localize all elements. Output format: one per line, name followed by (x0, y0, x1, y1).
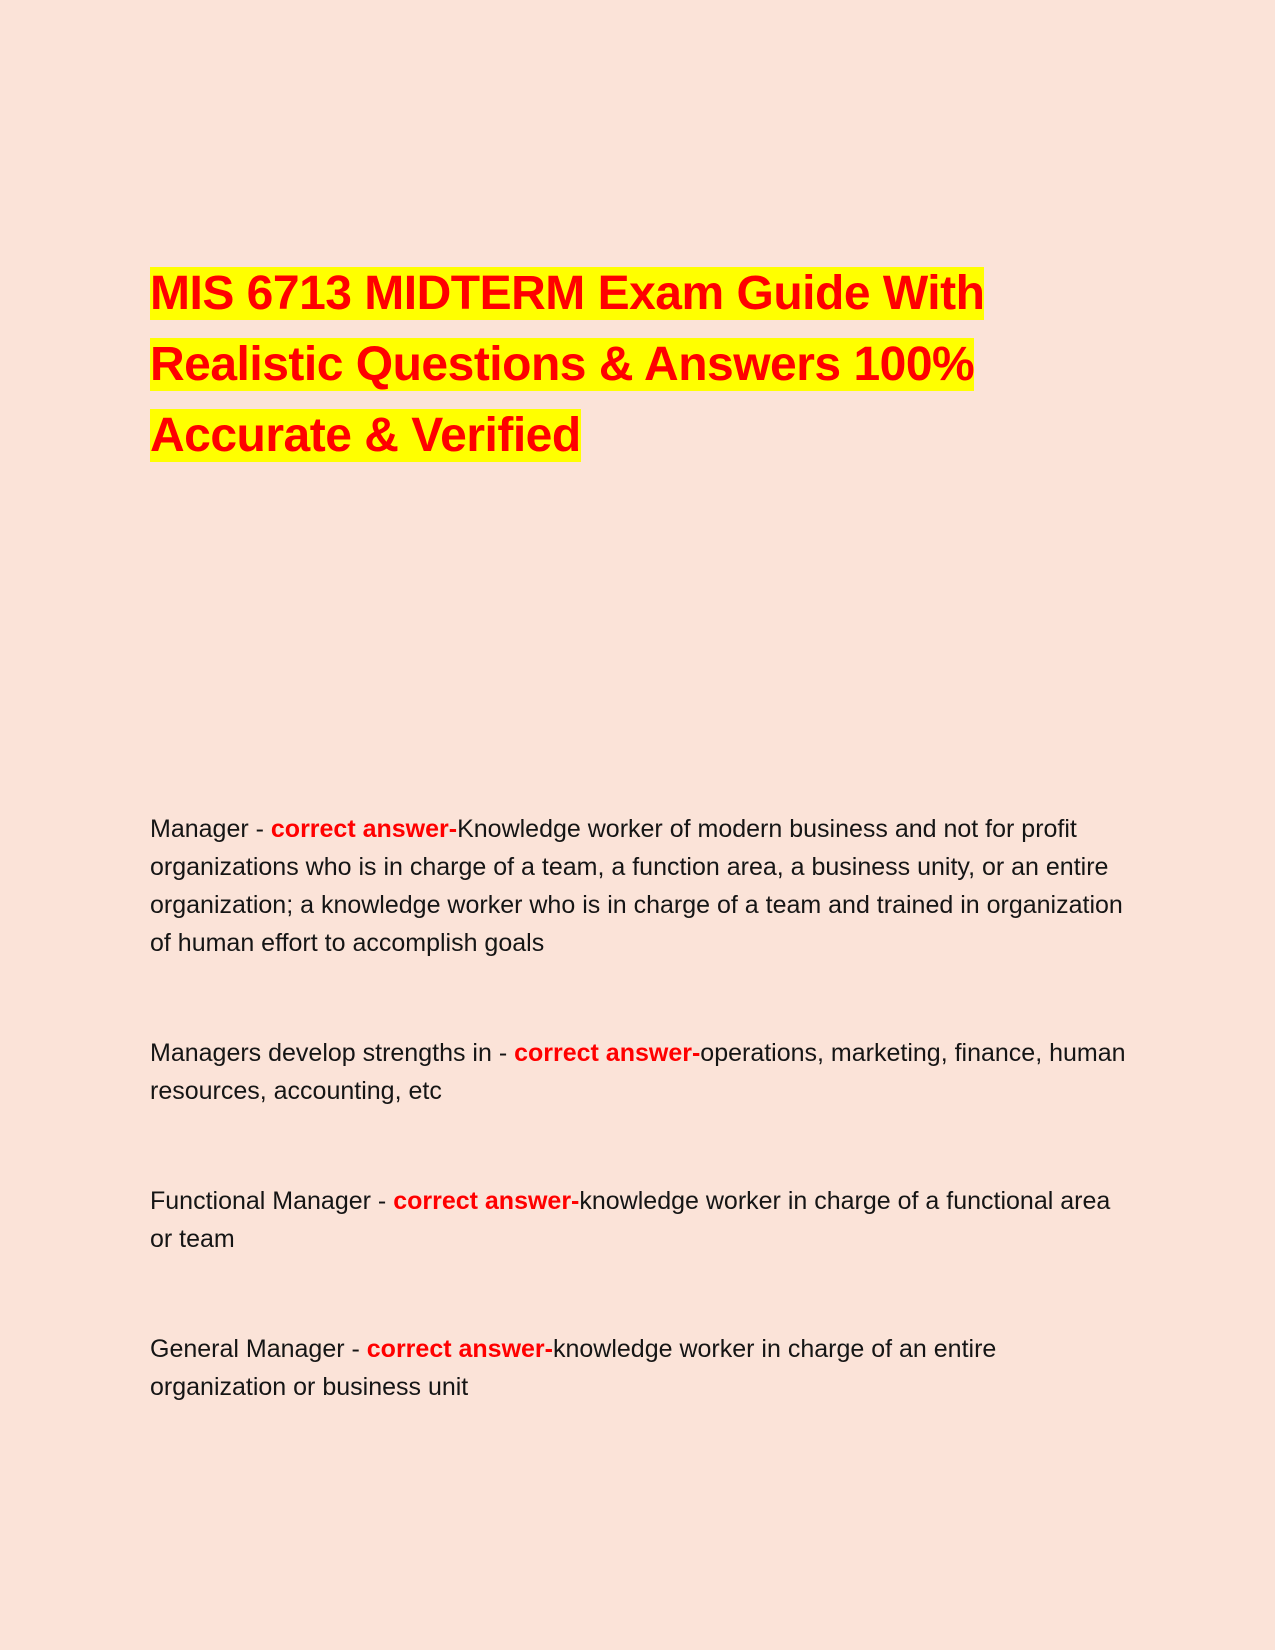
title-line-2: Realistic Questions & Answers 100% (150, 338, 975, 391)
entry-term: General Manager - (150, 1335, 367, 1363)
entry-term: Manager - (150, 815, 271, 843)
entry-definition: Knowledge worker of modern business and not for profit organizations who is in charge of a team, a function area, a business unity, or an entire organization; a knowledge worker who is in charge of a team and trained in organization of human effort to accomplish goals (150, 815, 1123, 957)
entry-term: Managers develop strengths in - (150, 1039, 515, 1067)
qa-entry-general-manager (150, 1330, 1130, 1406)
qa-entries (150, 810, 1130, 1406)
document-title (150, 258, 1050, 471)
title-line-1: MIS 6713 MIDTERM Exam Guide With (150, 267, 985, 320)
qa-entry-manager (150, 810, 1130, 962)
answer-marker: correct answer- (514, 1039, 701, 1067)
answer-marker: correct answer- (393, 1187, 580, 1215)
title-line-3: Accurate & Verified (150, 409, 581, 462)
qa-entry-functional-manager (150, 1182, 1130, 1258)
qa-entry-managers-strengths (150, 1034, 1130, 1110)
answer-marker: correct answer- (270, 815, 458, 843)
entry-term: Functional Manager - (150, 1187, 394, 1215)
entry-definition: knowledge worker in charge of an entire organization or business unit (150, 1335, 997, 1401)
answer-marker: correct answer- (366, 1335, 553, 1363)
entry-definition: operations, marketing, finance, human resources, accounting, etc (150, 1039, 1126, 1105)
entry-definition: knowledge worker in charge of a functional area or team (150, 1187, 1111, 1253)
